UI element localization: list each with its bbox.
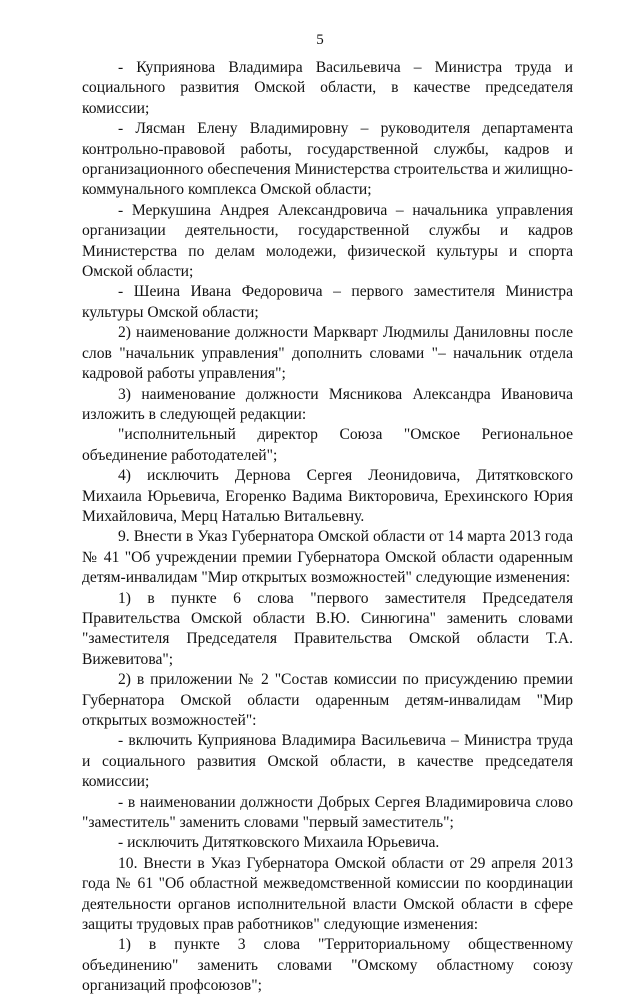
paragraph: 2) в приложении № 2 "Состав комиссии по присуждению премии Губернатора Омской области одаренным детям-инвалидам "Мир открытых возможностей": [82, 671, 573, 729]
paragraph: 1) в пункте 3 слова "Территориальному общественному объединению" заменить словами "Омскому областному союзу организаций профсоюзов"; [82, 936, 573, 995]
paragraph: 4) исключить Дернова Сергея Леонидовича, Дитятковского Михаила Юрьевича, Егоренко Вадима Викторовича, Ерехинского Юрия Михайловича, Мерц Наталью Витальевну. [82, 467, 573, 525]
paragraph: - Меркушина Андрея Александровича – начальника управления организации деятельности, государственной службы и кадров Министерства по делам молодежи, физической культуры и спорта Омской области; [82, 201, 573, 281]
paragraph: 10. Внести в Указ Губернатора Омской области от 29 апреля 2013 года № 61 "Об областной межведомственной комиссии по координации деятельности органов исполнительной власти Омской области в сфере защиты трудовых прав работников" следующие изменения: [82, 854, 573, 934]
paragraph: - в наименовании должности Добрых Сергея Владимировича слово "заместитель" заменить словами "первый заместитель"; [82, 793, 573, 832]
paragraph: - Лясман Елену Владимировну – руководителя департамента контрольно-правовой работы, государственной службы, кадров и организационного обеспечения Министерства строительства и жилищно-коммунального комплекса Омской области; [82, 120, 573, 199]
paragraph: - исключить Дитятковского Михаила Юрьевича. [118, 834, 440, 852]
paragraph: 1) в пункте 6 слова "первого заместителя Председателя Правительства Омской области В.Ю. Синюгина" заменить словами "заместителя Председателя Правительства Омской области Т.А. Вижевитова"; [82, 589, 573, 668]
paragraph: - Куприянова Владимира Васильевича – Министра труда и социального развития Омской области, в качестве председателя комиссии; [82, 59, 573, 117]
page-number: 5 [316, 32, 324, 48]
paragraph: - включить Куприянова Владимира Васильевича – Министра труда и социального развития Омской области, в качестве председателя комиссии; [82, 732, 573, 791]
document-body [82, 58, 573, 997]
paragraph: 9. Внести в Указ Губернатора Омской области от 14 марта 2013 года № 41 "Об учреждении премии Губернатора Омской области одаренным детям-инвалидам "Мир открытых возможностей" следующие изменения: [82, 528, 573, 587]
paragraph: "исполнительный директор Союза "Омское Региональное объединение работодателей"; [82, 426, 573, 464]
paragraph: - Шеина Ивана Федоровича – первого заместителя Министра культуры Омской области; [82, 283, 573, 321]
paragraph: 3) наименование должности Мясникова Александра Ивановича изложить в следующей редакции: [82, 385, 573, 423]
paragraph: 2) наименование должности Маркварт Людмилы Даниловны после слов "начальник управления" дополнить словами "– начальник отдела кадровой работы управления"; [82, 324, 573, 383]
